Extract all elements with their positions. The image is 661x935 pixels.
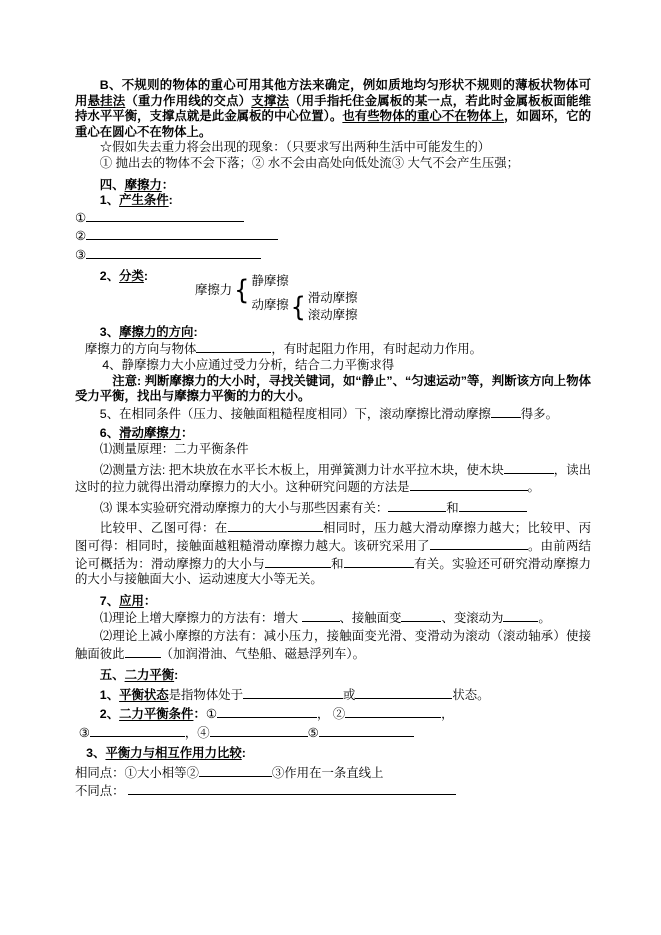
fill-in-blank [265, 555, 331, 568]
fill-in-blank [196, 340, 271, 353]
text-run: 不同点： [75, 783, 129, 798]
friction-classification-diagram [195, 273, 591, 325]
line-rolling-vs-sliding [75, 405, 591, 423]
text-run: ，读出这时的拉力就得出滑动摩擦力的大小。这种研究问题的方法是 [75, 462, 592, 495]
text-run: 和 [446, 500, 459, 515]
line-friction-direction [75, 340, 591, 358]
text-run: 分类 [119, 269, 144, 284]
fill-in-blank [217, 705, 317, 718]
line-experiment-factors [75, 499, 591, 517]
fill-in-blank [503, 609, 538, 622]
diagram-sliding-friction-label: 滑动摩擦 [307, 290, 358, 305]
text-run: ，有时起阻力作用，有时起动力作用。 [271, 342, 483, 357]
text-run: 有关。实验还可研究滑动摩擦力的大小与接触面大小、运动速度大小等无关。 [75, 556, 592, 587]
text-run: ③ [75, 247, 87, 262]
text-run: （用手指托住金属板的某一点，若此时金属板板面能维持水平平衡，支撑点就是此金属板的中心位置）。 [75, 93, 592, 124]
text-run: ： [161, 177, 175, 192]
text-run: 、接触面变 [339, 611, 402, 626]
text-run: （重力作用线的交点） [125, 93, 252, 108]
fill-in-blank [504, 461, 554, 474]
text-run: ， ② [316, 707, 346, 722]
fill-in-blank [345, 705, 441, 718]
text-run: 1、 [99, 193, 120, 208]
line-similarities [75, 764, 591, 782]
fill-in-blank [388, 499, 446, 512]
text-run: : [174, 668, 179, 683]
text-run: 相同时，压力越大滑动摩擦力越大；比较甲、丙图可得：相同时，接触面越粗糙滑动摩擦力越大。该研究采用了 [75, 521, 592, 553]
fill-in-blank [86, 209, 244, 222]
heading-application [75, 594, 591, 610]
text-run: 7、 [99, 593, 120, 608]
text-run: 状态。 [452, 687, 490, 702]
text-run: ⑵测量方法: 把木块放在水平长木板上，用弹簧测力计水平拉木块，使木块 [99, 462, 504, 477]
content-after-diagram [75, 325, 591, 800]
text-run: 四、 [99, 177, 125, 192]
diagram-static-friction-label: 静摩擦 [251, 273, 289, 288]
blank-condition-2 [75, 227, 591, 246]
fill-in-blank [243, 686, 343, 699]
text-run: 应用 [119, 593, 144, 608]
heading-balance-vs-interaction [75, 746, 591, 762]
text-run: ① [75, 210, 87, 225]
text-run: 6、 [99, 426, 120, 441]
heading-sliding-friction [75, 426, 591, 442]
text-run: B、不规则的物体的重心可用其他方法来确定，例如质地均匀形状不规则的薄板状物体可用 [75, 78, 591, 108]
diagram-kinetic-fork [251, 290, 357, 324]
text-run: 五、 [99, 668, 125, 683]
fill-in-blank [210, 724, 308, 737]
text-run: 摩擦力的方向与物体 [84, 342, 197, 357]
diagram-level2-branches [308, 290, 358, 324]
line-balance-state [75, 686, 591, 704]
heading-two-force-balance [75, 668, 591, 684]
text-run: 2、 [99, 707, 120, 722]
fill-in-blank [90, 724, 185, 737]
text-run: 2、 [99, 269, 120, 284]
fill-in-blank [355, 686, 452, 699]
line-balance-conditions-2 [75, 724, 591, 743]
text-run: 注意: 判断摩擦力的大小时，寻找关键词，如“静止”、“匀速运动”等，判断该方向上物体受力平衡，找出与摩擦力平衡的力的大小。 [75, 373, 591, 404]
text-run: ，④ [184, 725, 210, 740]
text-run: 5、在相同条件（压力、接触面粗糙程度相同）下，滚动摩擦比滑动摩擦 [99, 406, 491, 421]
para-measurement-method [75, 461, 591, 496]
fill-in-blank [228, 519, 323, 532]
text-run: ① 抛出去的物体不会下落；② 水不会由高处向低处流③ 大气不会产生压强； [99, 155, 520, 170]
text-run: ⑴测量原理：二力平衡条件 [99, 442, 249, 456]
text-run: 4、静摩擦力大小应通过受力分析，结合二力平衡求得 [102, 358, 395, 373]
text-run: 支撑法 [251, 93, 290, 108]
para-note-keywords [75, 374, 591, 405]
text-run: 悬挂法 [87, 93, 126, 108]
text-run: 1、 [99, 687, 120, 702]
text-run: 产生条件 [119, 193, 169, 208]
blank-condition-3 [75, 246, 591, 265]
text-run: ③ [78, 725, 90, 740]
text-run: ③作用在一条直线上 [271, 765, 384, 780]
text-run: 是指物体处于 [168, 687, 243, 702]
text-run: 、变滚动为 [441, 611, 504, 626]
line-balance-conditions-1 [75, 705, 591, 724]
text-run: ： [181, 426, 194, 441]
fill-in-blank [302, 609, 340, 622]
text-run: ⑴理论上增大摩擦力的方法有：增大 [99, 611, 302, 626]
fill-in-blank [459, 499, 527, 512]
fill-in-blank [319, 724, 414, 737]
text-run: ， [441, 707, 454, 722]
fill-in-blank [344, 555, 414, 568]
left-brace-icon: { [290, 291, 306, 323]
para-compare-figures [75, 519, 591, 587]
fill-in-blank [491, 405, 521, 418]
text-run: 平衡力与相互作用力比较 [105, 746, 242, 761]
line-static-friction-analysis [75, 358, 591, 374]
text-run: ⑤ [307, 725, 319, 740]
text-run: （加润滑油、气垫船、磁悬浮列车）。 [160, 646, 366, 661]
diagram-kinetic-friction-label: 动摩擦 [251, 297, 289, 312]
text-run: 3、 [99, 324, 120, 339]
fill-in-blank [430, 537, 528, 550]
text-run: ⑵理论上减小摩擦的方法有：减小压力，接触面变光滑、变滑动为滚动（滚动轴承）使接触面彼此 [75, 628, 591, 661]
text-run: 平衡状态 [119, 687, 169, 702]
text-run: ： [143, 593, 157, 608]
document-content [75, 78, 591, 800]
fill-in-blank [199, 764, 272, 777]
text-run: 或 [343, 687, 356, 702]
text-run: ，如圆环，它的重心在圆心不在物体上。 [75, 109, 592, 139]
text-run: 相同点：①大小相等② [75, 765, 199, 780]
text-run: : [168, 193, 173, 208]
text-run: : [193, 324, 198, 339]
text-run: 二力平衡 [124, 668, 175, 683]
line-increase-friction [75, 609, 591, 627]
para-decrease-friction [75, 629, 591, 662]
fill-in-blank [128, 782, 456, 795]
line-gravity-loss-answers [75, 156, 591, 172]
heading-friction [75, 178, 591, 194]
content-before-diagram [75, 78, 591, 285]
line-measurement-principle [75, 442, 591, 458]
text-run: 二力平衡条件 [119, 707, 194, 722]
fill-in-blank [401, 609, 441, 622]
text-run: ⑶ 课本实验研究滑动摩擦力的大小与那些因素有关： [99, 500, 389, 515]
text-run: ☆假如失去重力将会出现的现象：（只要求写出两种生活中可能发生的） [99, 140, 491, 155]
fill-in-blank [410, 478, 528, 491]
text-run: 。 [527, 480, 540, 495]
text-run: : [143, 269, 149, 284]
diagram-root-label: 摩擦力 [195, 282, 233, 297]
diagram-level1-branches [251, 273, 357, 324]
fill-in-blank [125, 645, 161, 658]
text-run: 滑动摩擦力 [119, 426, 182, 441]
text-run: ② [75, 229, 87, 244]
para-irregular-center-of-gravity [75, 78, 591, 140]
text-run: 比较甲、乙图可得：在 [99, 521, 228, 536]
fill-in-blank [86, 227, 278, 240]
line-differences [75, 782, 591, 801]
text-run: 也有些物体的重心不在物体上 [342, 109, 505, 124]
text-run: 得多。 [520, 406, 558, 421]
diagram-root-fork [195, 273, 591, 324]
left-brace-icon: { [234, 274, 250, 306]
text-run: 和 [330, 556, 344, 571]
blank-condition-1 [75, 209, 591, 228]
fill-in-blank [86, 246, 261, 259]
text-run: 。由前两结论可概括为：滑动摩擦力的大小与 [75, 538, 592, 571]
text-run: 摩擦力 [124, 177, 162, 192]
text-run: ： [193, 707, 206, 722]
line-gravity-loss-question [75, 140, 591, 156]
text-run: 3、 [86, 746, 106, 761]
text-run: ① [205, 707, 217, 722]
text-run: 摩擦力的方向 [119, 324, 194, 339]
heading-friction-direction [75, 325, 591, 341]
text-run: : [241, 746, 246, 761]
diagram-rolling-friction-label: 滚动摩擦 [307, 307, 358, 322]
text-run: 。 [538, 611, 551, 626]
heading-production-conditions [75, 193, 591, 209]
